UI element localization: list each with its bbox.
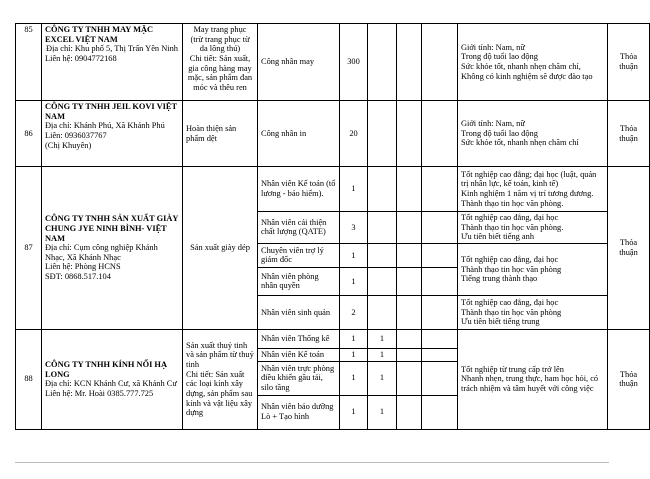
- requirement-line: Thành thạo tin học văn phòng: [461, 307, 562, 317]
- quantity-cell: 2: [340, 295, 368, 329]
- row-number: 85: [16, 24, 42, 101]
- company-address: Địa chỉ: Cụm công nghiệp Khánh Nhạc, Xã Khánh Nhạc: [45, 243, 158, 262]
- position-cell: Công nhân in: [258, 101, 340, 167]
- empty-cell: [397, 267, 422, 295]
- company-cell: [42, 167, 183, 330]
- salary-cell: Thỏa thuận: [608, 329, 650, 429]
- quantity-cell: 1: [340, 361, 368, 395]
- business-line: Chi tiết: Sản xuất các loại kính xây dựng, sản phẩm sau kính và vật liệu xây dựng: [186, 369, 253, 418]
- requirement-line: Tiếng trung thành thạo: [461, 274, 538, 284]
- quantity-cell: 1: [340, 167, 368, 212]
- empty-cell: [422, 24, 458, 101]
- requirement-line: Kinh nghiệm 1 năm vị trí tương đương.: [461, 189, 594, 198]
- requirement-line: Ưu tiên biết tiếng anh: [461, 232, 535, 242]
- empty-cell: [397, 295, 422, 329]
- quantity-cell: 1: [368, 329, 397, 348]
- position-cell: Nhân viên bảo dưỡng Lò + Tạo hình: [258, 395, 340, 429]
- requirement-line: Giới tính: Nam, nữ: [461, 42, 525, 52]
- position-cell: Chuyên viên trợ lý giám đốc: [258, 243, 340, 267]
- page-footer-divider: [15, 462, 609, 463]
- business-cell: [183, 167, 258, 330]
- empty-cell: [422, 329, 458, 348]
- requirements-cell: [458, 167, 608, 212]
- quantity-cell: 20: [340, 101, 368, 167]
- requirements-cell: [458, 212, 608, 244]
- quantity-cell: 1: [340, 243, 368, 267]
- requirements-cell: [458, 295, 608, 329]
- salary-cell: Thỏa thuận: [608, 167, 650, 330]
- company-cell: [42, 101, 183, 167]
- requirements-cell: [458, 24, 608, 101]
- requirement-line: Thành thạo tin học văn phòng.: [461, 222, 564, 232]
- table-row: [16, 167, 650, 212]
- table-row: [16, 24, 650, 101]
- empty-cell: [368, 24, 397, 101]
- empty-cell: [368, 295, 397, 329]
- empty-cell: [368, 243, 397, 267]
- empty-cell: [368, 212, 397, 244]
- empty-cell: [368, 167, 397, 212]
- empty-cell: [397, 101, 422, 167]
- company-contact: Liên hệ: Mr. Hoài 0385.777.725: [45, 388, 154, 398]
- quantity-cell: 1: [340, 267, 368, 295]
- requirement-line: Tốt nghiệp cao đẳng; đại học (luật, quản trị nhân lực, kế toán, kinh tế): [461, 169, 597, 189]
- position-cell: Nhân viên Thống kê: [258, 329, 340, 348]
- requirements-cell: [458, 101, 608, 167]
- empty-cell: [368, 101, 397, 167]
- company-phone: SĐT: 0868.517.104: [45, 272, 111, 282]
- company-address: Địa chỉ: KCN Khánh Cư, xã Khánh Cư: [45, 379, 177, 389]
- quantity-cell: 1: [340, 348, 368, 361]
- row-number: 88: [16, 329, 42, 429]
- business-line: Sản xuất giày dép: [190, 243, 250, 253]
- empty-cell: [422, 243, 458, 267]
- requirement-line: Sức khỏe tốt, nhanh nhẹn chăm chỉ: [461, 138, 579, 148]
- quantity-cell: 1: [368, 348, 397, 361]
- salary-cell: Thỏa thuận: [608, 24, 650, 101]
- business-line: Sản xuất thuỷ tinh và sản phẩm từ thuỷ tinh: [186, 340, 254, 369]
- business-cell: [183, 101, 258, 167]
- company-contact: Liên hệ: 0904772168: [45, 53, 117, 63]
- empty-cell: [397, 361, 422, 395]
- quantity-cell: 1: [368, 361, 397, 395]
- position-cell: Nhân viên phòng nhân quyền: [258, 267, 340, 295]
- table-row: [16, 101, 650, 167]
- company-address: Địa chỉ: Khánh Phú, Xã Khánh Phú: [45, 121, 165, 131]
- table-row: [16, 329, 650, 348]
- row-number: 87: [16, 167, 42, 330]
- requirement-line: Ưu tiên biết tiếng trung: [461, 317, 540, 327]
- quantity-cell: 300: [340, 24, 368, 101]
- empty-cell: [397, 212, 422, 244]
- company-contact: Liên hệ: Phòng HCNS: [45, 262, 121, 272]
- requirement-line: Tốt nghiệp cao đẳng, đại học: [461, 254, 559, 264]
- requirement-line: Trong độ tuổi lao động: [461, 128, 538, 138]
- empty-cell: [422, 295, 458, 329]
- empty-cell: [397, 243, 422, 267]
- position-cell: Nhân viên Kế toán (tổ lương - bảo hiểm).: [258, 167, 340, 212]
- empty-cell: [422, 267, 458, 295]
- requirements-cell: [458, 329, 608, 429]
- position-cell: Công nhân may: [258, 24, 340, 101]
- row-number: 86: [16, 101, 42, 167]
- quantity-cell: 1: [368, 395, 397, 429]
- empty-cell: [422, 167, 458, 212]
- company-contact: Liên: 0936037767: [45, 130, 107, 140]
- requirement-line: Sức khỏe tốt, nhanh nhẹn chăm chỉ, Không có kinh nghiệm sẽ được đào tạo: [461, 62, 593, 81]
- company-cell: [42, 24, 183, 101]
- empty-cell: [422, 101, 458, 167]
- company-name: CÔNG TY TNHH SẢN XUẤT GIÀY CHUNG JYE NINH BÌNH- VIỆT NAM: [45, 214, 179, 243]
- empty-cell: [397, 329, 422, 348]
- empty-cell: [422, 212, 458, 244]
- empty-cell: [397, 395, 422, 429]
- requirements-cell: [458, 243, 608, 295]
- position-cell: Nhân viên sinh quản: [258, 295, 340, 329]
- recruitment-table: [15, 23, 650, 430]
- requirement-line: Thành thạo tin học văn phòng.: [461, 198, 564, 208]
- business-line: (trừ trang phục từ da lông thú): [190, 34, 250, 54]
- business-line: Chi tiết: Sản xuất, gia công hàng may mặc, sản phẩm đan móc và thêu ren: [187, 53, 253, 92]
- company-address: Địa chỉ: Khu phố 5, Thị Trấn Yên Ninh: [46, 44, 178, 54]
- empty-cell: [422, 395, 458, 429]
- position-cell: Nhân viên cải thiện chất lượng (QATE): [258, 212, 340, 244]
- business-line: Hoàn thiện sản phẩm dệt: [186, 123, 237, 143]
- empty-cell: [397, 167, 422, 212]
- requirement-line: Tốt nghiệp cao đẳng, đại học: [461, 213, 559, 222]
- quantity-cell: 1: [340, 329, 368, 348]
- empty-cell: [422, 361, 458, 395]
- requirement-line: Giới tính: Nam, nữ: [461, 119, 525, 129]
- empty-cell: [368, 267, 397, 295]
- salary-cell: Thỏa thuận: [608, 101, 650, 167]
- quantity-cell: 3: [340, 212, 368, 244]
- requirement-line: Tốt nghiệp cao đẳng, đại học: [461, 297, 559, 307]
- company-name: CÔNG TY TNHH JEIL KOVI VIỆT NAM: [45, 102, 177, 121]
- requirement-line: Trong độ tuổi lao động: [461, 52, 538, 62]
- empty-cell: [397, 348, 422, 361]
- position-cell: Nhân viên trực phòng điều khiển gầu tải, silo tầng: [258, 361, 340, 395]
- business-cell: [183, 329, 258, 429]
- company-cell: [42, 329, 183, 429]
- business-line: May trang phục: [193, 25, 247, 34]
- empty-cell: [422, 348, 458, 361]
- requirement-line: Nhanh nhẹn, trung thực, ham học hỏi, có trách nhiệm và tâm huyết với công việc: [461, 374, 599, 394]
- company-contact-name: (Chị Khuyên): [45, 140, 92, 150]
- position-cell: Nhân viên Kế toán: [258, 348, 340, 361]
- company-name: CÔNG TY TNHH KÍNH NỔI HẠ LONG: [45, 359, 167, 379]
- company-name: CÔNG TY TNHH MAY MẶC EXCEL VIỆT NAM: [45, 25, 154, 44]
- requirement-line: Thành thạo tin học văn phòng: [461, 264, 562, 274]
- requirement-line: Tốt nghiệp từ trung cấp trở lên: [461, 364, 564, 374]
- business-cell: [183, 24, 258, 101]
- empty-cell: [397, 24, 422, 101]
- quantity-cell: 1: [340, 395, 368, 429]
